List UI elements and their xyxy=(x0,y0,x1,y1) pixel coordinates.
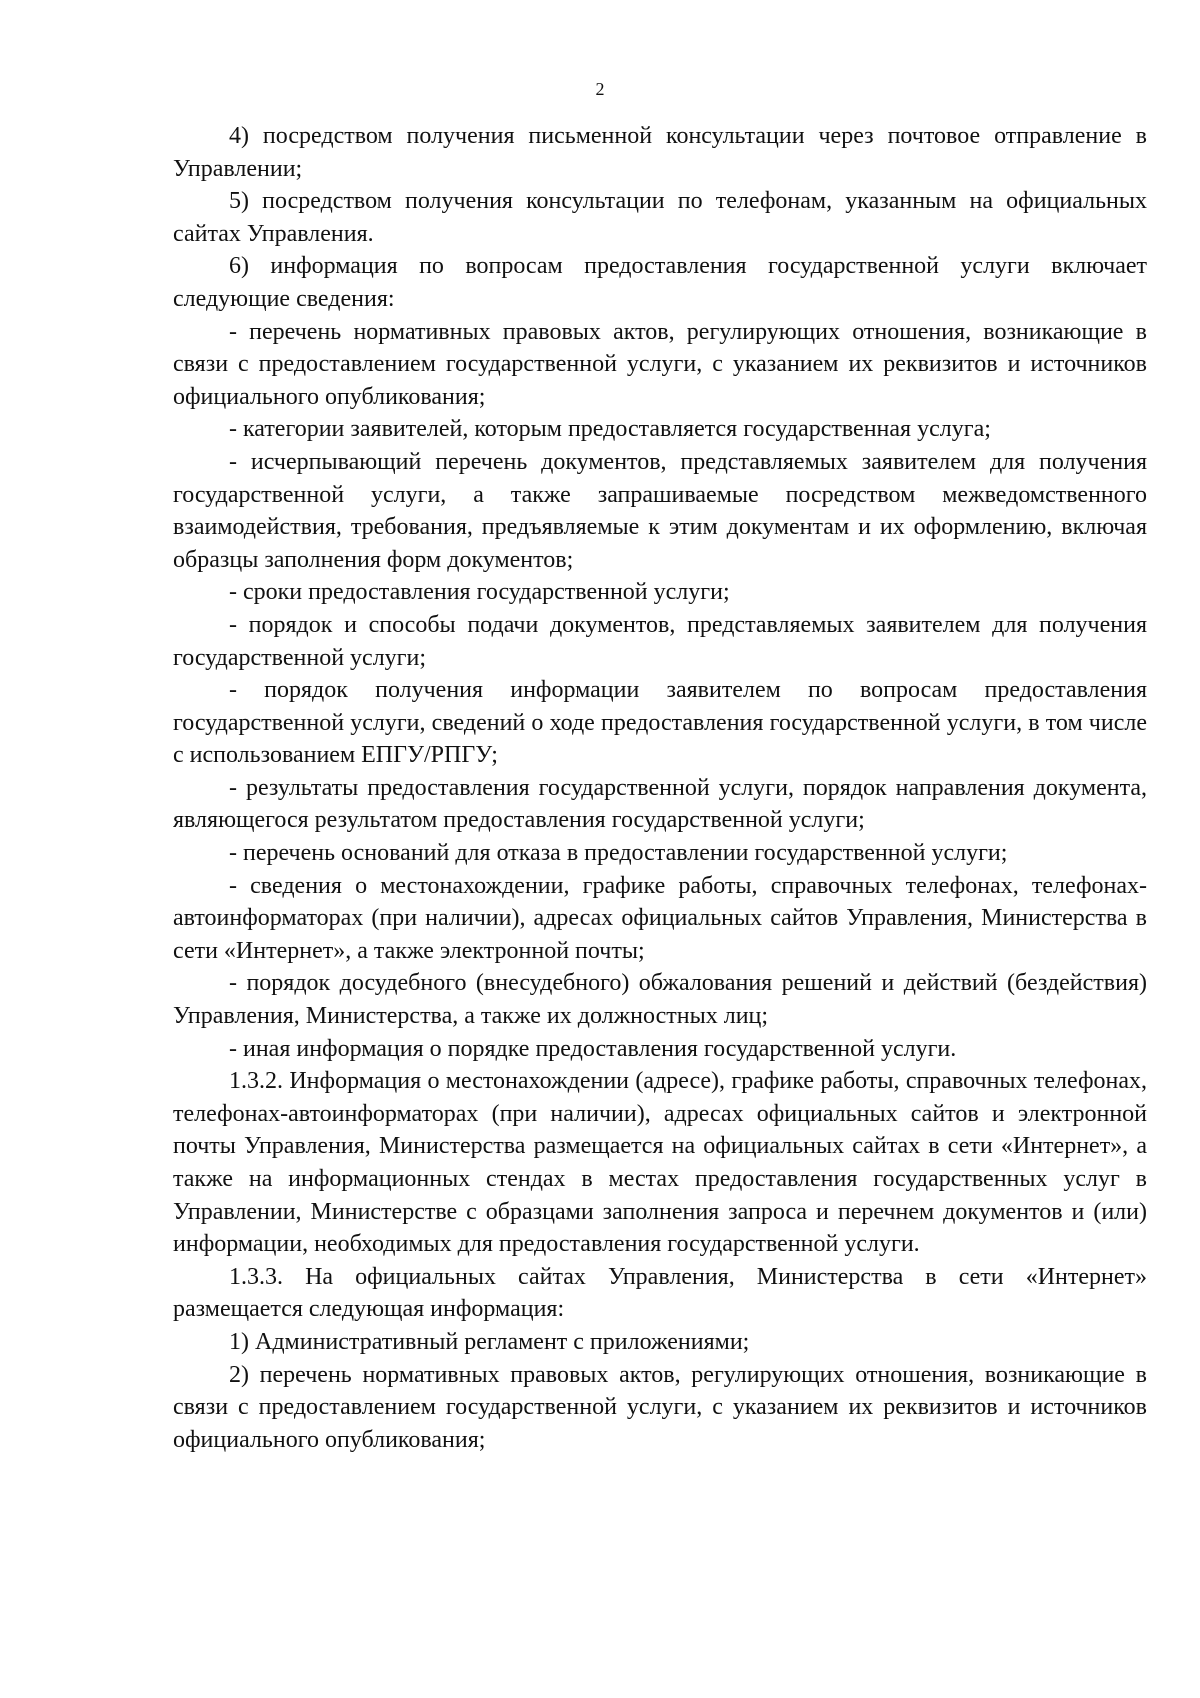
paragraph-item-5: 5) посредством получения консультации по телефонам, указанным на официальных сайтах Управления. xyxy=(173,188,1147,247)
page-number: 2 xyxy=(595,79,605,99)
paragraph-bullet-deadlines: - сроки предоставления государственной услуги; xyxy=(229,579,730,606)
paragraph-section-1-3-3: 1.3.3. На официальных сайтах Управления, Министерства в сети «Интернет» размещается следующая информация: xyxy=(173,1263,1147,1323)
paragraph-bullet-information-procedure: - порядок получения информации заявителем по вопросам предоставления государственной услуги, сведений о ходе предоставления государственной услуги, в том числе с использованием ЕПГУ/РПГУ; xyxy=(173,677,1147,769)
paragraph-bullet-document-list: - исчерпывающий перечень документов, представляемых заявителем для получения государственной услуги, а также запрашиваемые посредством межведомственного взаимодействия, требования, предъявляемые к этим документам и их оформлению, включая образцы заполнения форм документов; xyxy=(173,448,1147,573)
paragraph-item-4: 4) посредством получения письменной консультации через почтовое отправление в Управлении; xyxy=(173,123,1147,182)
paragraph-item-6: 6) информация по вопросам предоставления государственной услуги включает следующие сведения: xyxy=(173,253,1147,312)
paragraph-bullet-legal-acts: - перечень нормативных правовых актов, регулирующих отношения, возникающие в связи с предоставлением государственной услуги, с указанием их реквизитов и источников официального опубликования; xyxy=(173,318,1147,410)
paragraph-bullet-submission-methods: - порядок и способы подачи документов, представляемых заявителем для получения государственной услуги; xyxy=(173,611,1147,671)
paragraph-bullet-other-info: - иная информация о порядке предоставления государственной услуги. xyxy=(229,1035,957,1062)
paragraph-bullet-results: - результаты предоставления государственной услуги, порядок направления документа, являющегося результатом предоставления государственной услуги; xyxy=(173,774,1147,834)
paragraph-bullet-appeal-procedure: - порядок досудебного (внесудебного) обжалования решений и действий (бездействия) Управления, Министерства, а также их должностных лиц; xyxy=(173,970,1147,1030)
paragraph-bullet-refusal-grounds: - перечень оснований для отказа в предоставлении государственной услуги; xyxy=(229,840,1008,867)
paragraph-item-2-legal-acts: 2) перечень нормативных правовых актов, регулирующих отношения, возникающие в связи с предоставлением государственной услуги, с указанием их реквизитов и источников официального опубликования; xyxy=(173,1361,1147,1453)
paragraph-item-1-regulation: 1) Административный регламент с приложениями; xyxy=(229,1328,750,1355)
paragraph-bullet-location-info: - сведения о местонахождении, графике работы, справочных телефонах, телефонах-автоинформаторах (при наличии), адресах официальных сайтов Управления, Министерства в сети «Интернет», а также электронной почты; xyxy=(173,872,1147,964)
paragraph-section-1-3-2: 1.3.2. Информация о местонахождении (адресе), графике работы, справочных телефонах, телефонах-автоинформаторах (при наличии), адресах официальных сайтов и электронной почты Управления, Министерства размещается на официальных сайтах в сети «Интернет», а также на информационных стендах в местах предоставления государственных услуг в Управлении, Министерстве с образцами заполнения запроса и перечнем документов и (или) информации, необходимых для предоставления государственной услуги. xyxy=(173,1068,1147,1258)
document-body xyxy=(173,120,1147,1456)
paragraph-bullet-applicant-categories: - категории заявителей, которым предоставляется государственная услуга; xyxy=(229,416,991,443)
